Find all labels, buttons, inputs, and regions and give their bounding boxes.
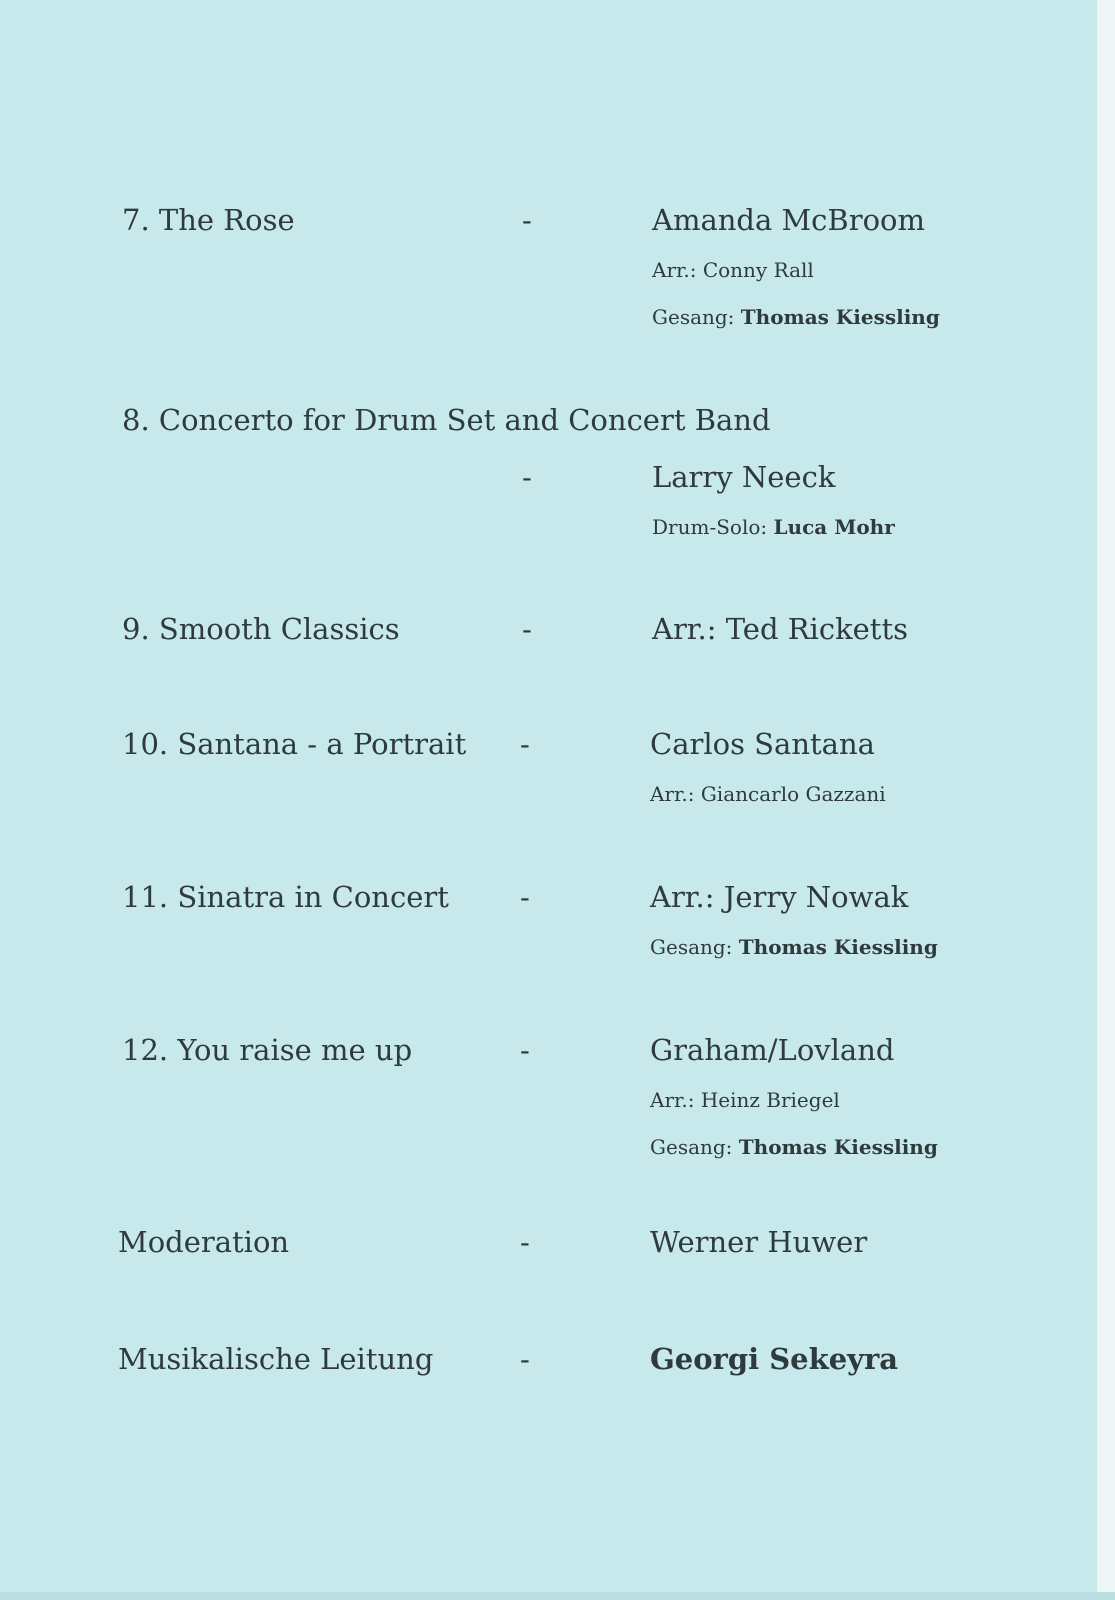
program-arranger-7: [652, 258, 814, 282]
credit-dash-musical-director: -: [520, 1342, 530, 1376]
vocalist-label: Gesang:: [652, 305, 735, 329]
program-title-7: 7. The Rose: [122, 203, 295, 237]
program-composer-8: Larry Neeck: [652, 460, 836, 494]
program-title-9: 9. Smooth Classics: [122, 612, 400, 646]
arranger-label: Arr.:: [650, 782, 695, 806]
arranger-name: Giancarlo Gazzani: [700, 782, 886, 806]
credit-label-musical-director: Musikalische Leitung: [118, 1342, 434, 1376]
program-dash-11: -: [520, 880, 530, 914]
program-arranger-10: [650, 782, 886, 806]
program-dash-9: -: [522, 612, 532, 646]
program-arranger-12: [650, 1088, 840, 1112]
arranger-name: Conny Rall: [702, 258, 814, 282]
program-vocalist-11: [650, 935, 938, 959]
program-title-12: 12. You raise me up: [122, 1033, 413, 1067]
program-composer-11: Arr.: Jerry Nowak: [650, 880, 909, 914]
program-composer-9: Arr.: Ted Ricketts: [652, 612, 909, 646]
program-soloist-8: [652, 515, 895, 539]
soloist-name: Luca Mohr: [773, 515, 895, 539]
arranger-label: Arr.:: [652, 258, 697, 282]
vocalist-name: Thomas Kiessling: [738, 935, 938, 959]
credit-label-moderation: Moderation: [118, 1225, 290, 1259]
program-title-8: 8. Concerto for Drum Set and Concert Band: [122, 403, 771, 437]
credit-name-moderation: Werner Huwer: [650, 1225, 868, 1259]
program-dash-10: -: [520, 727, 530, 761]
vocalist-label: Gesang:: [650, 1135, 733, 1159]
arranger-label: Arr.:: [650, 1088, 695, 1112]
program-title-11: 11. Sinatra in Concert: [122, 880, 449, 914]
program-dash-7: -: [522, 203, 532, 237]
program-vocalist-12: [650, 1135, 938, 1159]
program-composer-10: Carlos Santana: [650, 727, 875, 761]
program-title-10: 10. Santana - a Portrait: [122, 727, 467, 761]
arranger-name: Heinz Briegel: [700, 1088, 840, 1112]
credit-name-musical-director: Georgi Sekeyra: [650, 1342, 899, 1376]
paper-edge: [1097, 0, 1115, 1600]
paper-bottom-edge: [0, 1592, 1115, 1600]
vocalist-name: Thomas Kiessling: [738, 1135, 938, 1159]
program-dash-12: -: [520, 1033, 530, 1067]
vocalist-name: Thomas Kiessling: [740, 305, 940, 329]
credit-dash-moderation: -: [520, 1225, 530, 1259]
program-composer-12: Graham/Lovland: [650, 1033, 895, 1067]
vocalist-label: Gesang:: [650, 935, 733, 959]
soloist-label: Drum-Solo:: [652, 515, 768, 539]
program-dash-8: -: [522, 460, 532, 494]
program-composer-7: Amanda McBroom: [652, 203, 926, 237]
program-vocalist-7: [652, 305, 940, 329]
